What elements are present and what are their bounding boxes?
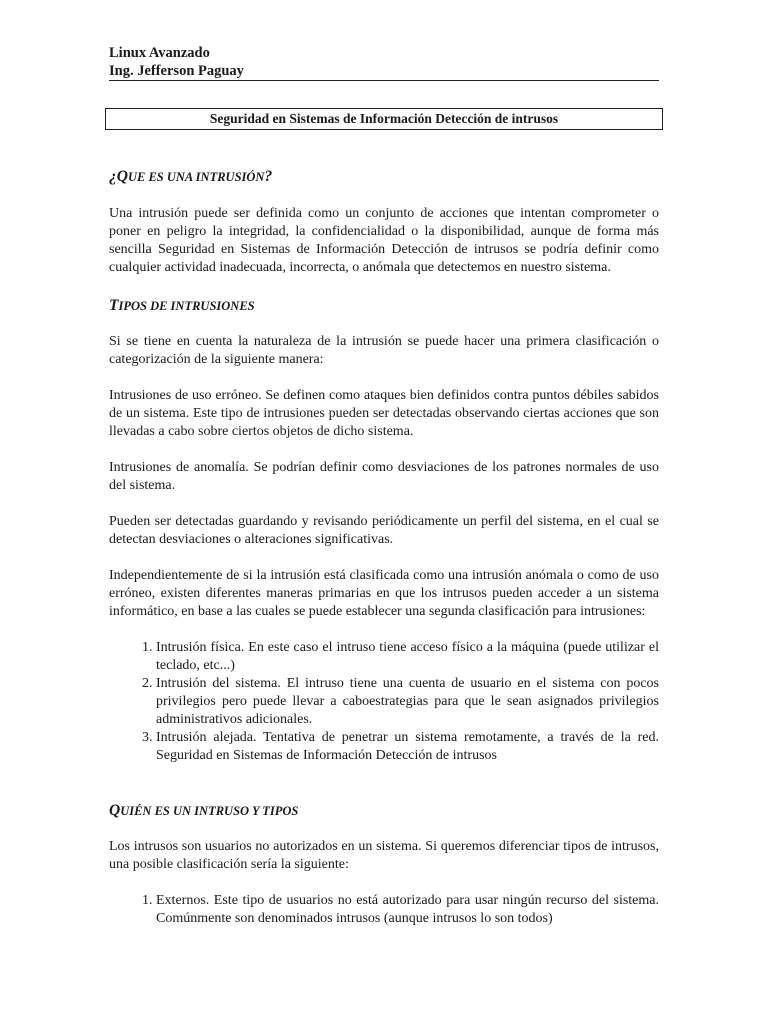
document-title: Seguridad en Sistemas de Información Detección de intrusos	[105, 108, 663, 130]
section-heading-intrusion	[109, 168, 659, 186]
header-divider	[109, 80, 659, 81]
list-item: 2. Intrusión del sistema. El intruso tiene una cuenta de usuario en el sistema con pocos privilegios pero puede llevar a caboestrategias para que le sean asignados privilegios administrativos adicionales.	[156, 675, 659, 729]
misuse-intrusion-paragraph: Intrusiones de uso erróneo. Se definen como ataques bien definidos contra puntos débiles sabidos de un sistema. Este tipo de intrusiones pueden ser detectadas observando ciertas acciones que son llevadas a cabo sobre ciertos objetos de dicho sistema.	[109, 388, 659, 439]
section-heading-types	[109, 297, 659, 315]
heading-initial: ¿Q	[109, 168, 128, 185]
detection-paragraph: Pueden ser detectadas guardando y revisando periódicamente un perfil del sistema, en el cual se detectan desviaciones o alteraciones significativas.	[109, 514, 659, 547]
section-heading-intruder	[109, 802, 659, 820]
author-name: Ing. Jefferson Paguay	[109, 63, 244, 79]
heading-smallcaps: UIÉN ES UN INTRUSO Y TIPOS	[120, 804, 299, 818]
anomaly-intrusion-paragraph: Intrusiones de anomalía. Se podrían definir como desviaciones de los patrones normales de uso del sistema.	[109, 460, 659, 493]
heading-smallcaps: IPOS DE INTRUSIONES	[118, 299, 255, 313]
heading-smallcaps: UE ES UNA INTRUSIÓN	[127, 170, 265, 184]
heading-initial: Q	[109, 802, 121, 819]
heading-end: ?	[264, 168, 273, 185]
list-item: 1. Intrusión física. En este caso el intruso tiene acceso físico a la máquina (puede utilizar el teclado, etc...)	[156, 639, 659, 675]
access-types-list	[109, 639, 659, 765]
access-classification-paragraph: Independientemente de si la intrusión está clasificada como una intrusión anómala o como de uso erróneo, existen diferentes maneras primarias en que los intrusos pueden acceder a un sistema informático, en base a las cuales se puede establecer una segunda clasificación para intrusiones:	[109, 568, 659, 619]
intruder-intro-paragraph: Los intrusos son usuarios no autorizados en un sistema. Si queremos diferenciar tipos de intrusos, una posible clasificación sería la siguiente:	[109, 839, 659, 872]
list-item: 1. Externos. Este tipo de usuarios no está autorizado para usar ningún recurso del sistema. Comúnmente son denominados intrusos (aunque intrusos lo son todos)	[156, 892, 659, 928]
course-name: Linux Avanzado	[109, 45, 210, 61]
heading-initial: T	[109, 297, 119, 314]
intrusion-definition-paragraph: Una intrusión puede ser definida como un conjunto de acciones que intentan comprometer o poner en peligro la integridad, la confidencialidad o la disponibilidad, aunque de forma más sencilla Seguridad en Sistemas de Información Detección de intrusos se podría definir como cualquier actividad inadecuada, incorrecta, o anómala que detectemos en nuestro sistema.	[109, 206, 659, 275]
intruder-types-list	[109, 892, 659, 928]
list-item: 3. Intrusión alejada. Tentativa de penetrar un sistema remotamente, a través de la red. Seguridad en Sistemas de Información Detección de intrusos	[156, 729, 659, 765]
types-intro-paragraph: Si se tiene en cuenta la naturaleza de la intrusión se puede hacer una primera clasificación o categorización de la siguiente manera:	[109, 334, 659, 367]
